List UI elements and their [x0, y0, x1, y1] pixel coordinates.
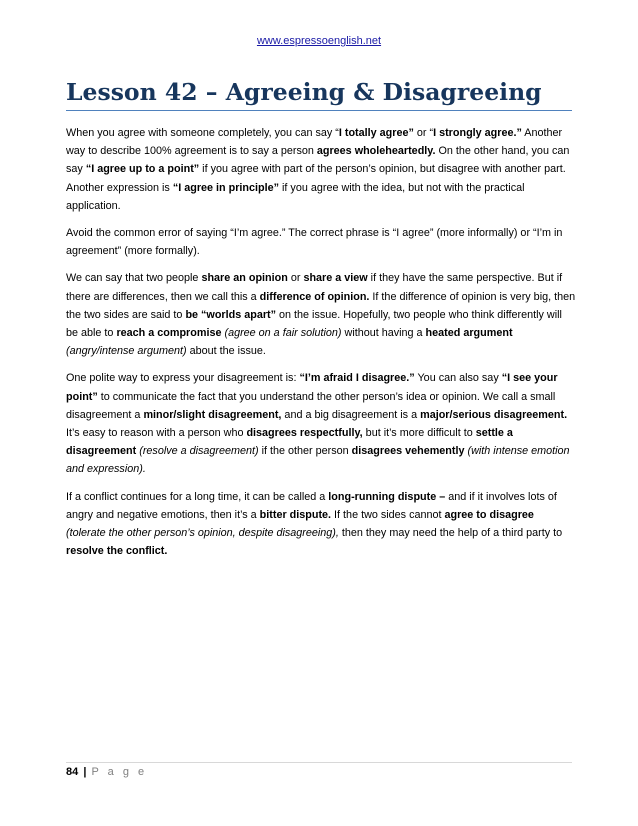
emphasized-phrase: bitter dispute. [259, 508, 332, 521]
page-number: 84 [66, 766, 79, 778]
explanatory-note: (tolerate the other person’s opinion, despite disagreeing), [66, 527, 339, 540]
emphasized-phrase: I strongly agree.” [433, 127, 522, 139]
paragraph-difference-of-opinion [66, 269, 576, 360]
explanatory-note: (angry/intense argument) [66, 345, 187, 358]
text-run: if you agree with part of the person’s opinion, but disagree with another part. Another expression is [66, 163, 566, 194]
emphasized-phrase: be “worlds apart” [185, 308, 277, 321]
emphasized-phrase: agree to disagree [444, 508, 534, 521]
footer-divider [66, 762, 572, 763]
emphasized-phrase: disagrees vehemently [351, 445, 465, 458]
emphasized-phrase: major/serious disagreement. [420, 408, 568, 421]
text-run: if they have the same perspective. But if there are differences, then we call this a [66, 272, 563, 303]
paragraph-common-error [66, 224, 576, 260]
page-footer [66, 766, 147, 778]
text-run: You can also say [414, 372, 502, 385]
text-run: or “ [413, 127, 434, 139]
explanatory-note: (agree on a fair solution) [224, 327, 342, 340]
emphasized-phrase: agrees wholeheartedly. [316, 145, 436, 158]
text-run: and if it involves lots of angry and negative emotions, then it’s a [66, 490, 557, 521]
emphasized-phrase: share a view [303, 272, 368, 285]
paragraph-agreement [66, 124, 576, 215]
emphasized-phrase: settle a disagreement [66, 427, 513, 458]
site-url-link[interactable]: www.espressoenglish.net [256, 35, 382, 47]
text-run: If the difference of opinion is very big, then the two sides are said to [66, 290, 576, 321]
emphasized-phrase: long-running dispute – [328, 490, 446, 503]
text-run: If the two sides cannot [331, 508, 445, 521]
page-label: P a g e [91, 766, 148, 778]
emphasized-phrase: difference of opinion. [259, 290, 370, 303]
text-run: then they may need the help of a third party to [338, 527, 563, 540]
text-run: about the issue. [186, 345, 266, 358]
emphasized-phrase: reach a compromise [116, 327, 222, 340]
emphasized-phrase: I totally agree” [338, 127, 414, 139]
explanatory-note: (with intense emotion and expression). [66, 445, 570, 476]
text-run: One polite way to express your disagreement is: [66, 372, 300, 385]
title-divider [66, 110, 572, 111]
emphasized-phrase: disagrees respectfully, [246, 427, 363, 440]
lesson-body [66, 124, 576, 560]
text-run: without having a [341, 327, 426, 340]
text-run: on the issue. Hopefully, two people who think differently will be able to [66, 308, 562, 340]
text-run: Another way to describe 100% agreement is to say a person [66, 127, 563, 158]
emphasized-phrase: resolve the conflict. [66, 545, 168, 558]
text-run: but it’s more difficult to [362, 427, 476, 440]
text-run: It’s easy to reason with a person who [66, 427, 247, 440]
emphasized-phrase: “I agree in principle” [172, 181, 280, 194]
lesson-title: Lesson 42 – Agreeing & Disagreeing [66, 78, 542, 106]
text-run: if the other person [258, 445, 352, 458]
text-run: When you agree with someone completely, you can say “ [66, 127, 339, 139]
text-run: and a big disagreement is a [281, 408, 421, 421]
emphasized-phrase: heated argument [425, 327, 513, 340]
text-run: or [287, 272, 304, 285]
emphasized-phrase: share an opinion [201, 272, 288, 285]
text-run: We can say that two people [66, 272, 202, 285]
paragraph-polite-disagreement [66, 369, 576, 478]
text-run: if you agree with the idea, but not with the practical application. [66, 181, 525, 212]
emphasized-phrase: “I agree up to a point” [85, 163, 200, 176]
emphasized-phrase: “I see your point” [66, 372, 558, 403]
text-run: If a conflict continues for a long time, it can be called a [66, 490, 329, 503]
emphasized-phrase: “I’m afraid I disagree.” [299, 372, 415, 385]
paragraph-dispute [66, 488, 576, 561]
emphasized-phrase: minor/slight disagreement, [143, 408, 282, 421]
text-run: to communicate the fact that you understand the other person’s idea or opinion. We call a small disagreement a [66, 390, 556, 421]
text-run: Avoid the common error of saying “I’m agree.” The correct phrase is “I agree” (more informally) or “I’m in agreement” (more formally). [66, 227, 563, 258]
footer-separator: | [83, 766, 87, 778]
explanatory-note: (resolve a disagreement) [139, 445, 259, 458]
text-run: On the other hand, you can say [66, 145, 570, 176]
